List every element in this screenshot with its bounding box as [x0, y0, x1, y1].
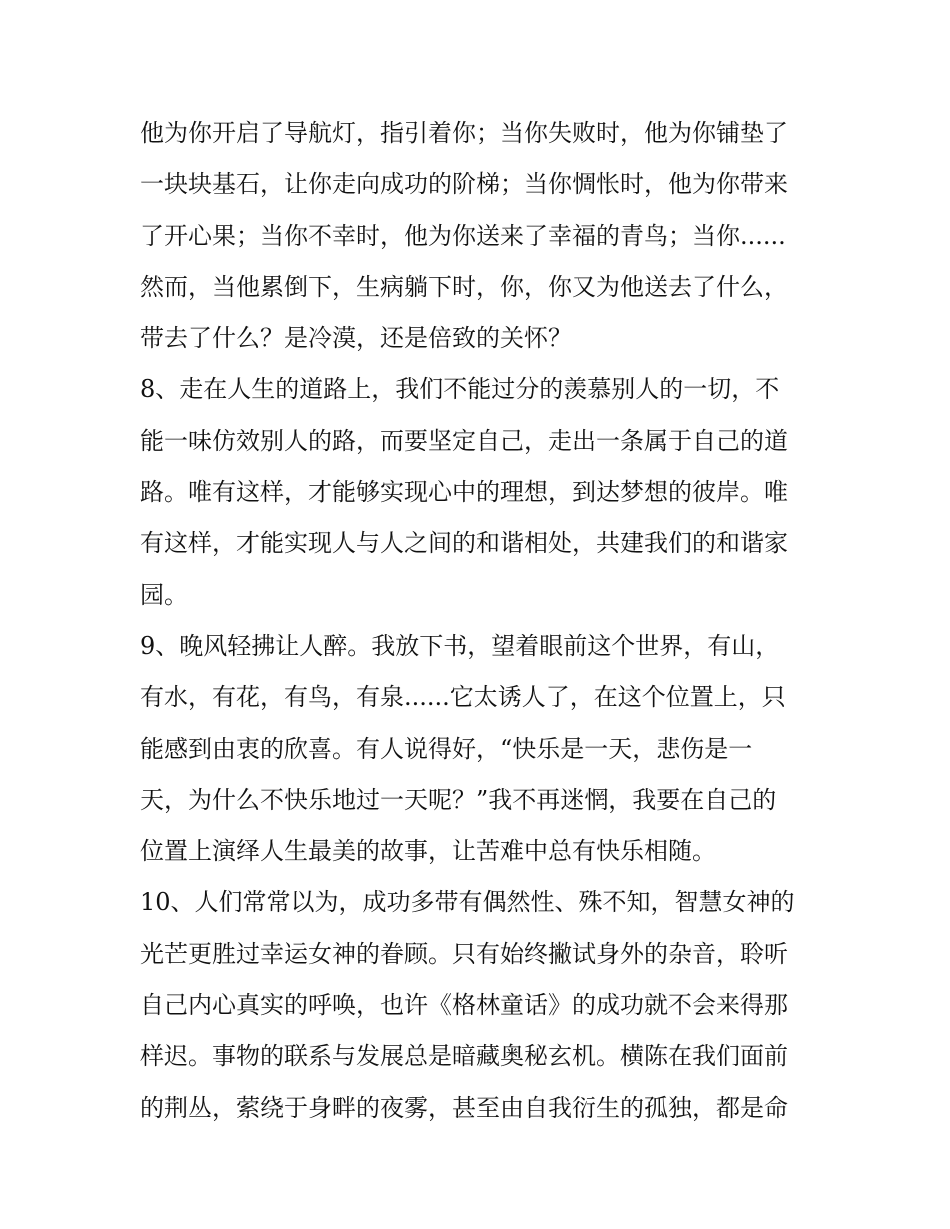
text-line: 带去了什么？是冷漠，还是倍致的关怀？ [140, 324, 572, 353]
text-line: 的荆丛，萦绕于身畔的夜雾，甚至由自我衍生的孤独，都是命 [140, 1093, 788, 1122]
text-line: 样迟。事物的联系与发展总是暗藏奥秘玄机。横陈在我们面前 [140, 1042, 788, 1071]
paragraph-8-start: 8、走在人生的道路上，我们不能过分的羡慕别人的一切，不 [140, 375, 780, 404]
text-line: 自己内心真实的呼唤，也许《格林童话》的成功就不会来得那 [140, 991, 788, 1020]
text-line: 位置上演绎人生最美的故事，让苦难中总有快乐相随。 [140, 837, 716, 866]
paragraph-10-start: 10、人们常常以为，成功多带有偶然性、殊不知，智慧女神的 [140, 888, 795, 917]
text-line: 天，为什么不快乐地过一天呢？”我不再迷惘，我要在自己的 [140, 785, 777, 814]
text-line: 园。 [140, 580, 188, 609]
text-line: 路。唯有这样，才能够实现心中的理想，到达梦想的彼岸。唯 [140, 478, 788, 507]
text-line: 他为你开启了导航灯，指引着你；当你失败时，他为你铺垫了 [140, 119, 788, 147]
text-line: 了开心果；当你不幸时，他为你送来了幸福的青鸟；当你...... [140, 221, 786, 250]
text-line: 能一味仿效别人的路，而要坚定自己，走出一条属于自己的道 [140, 426, 788, 455]
text-line: 一块块基石，让你走向成功的阶梯；当你惆怅时，他为你带来 [140, 170, 788, 199]
paragraph-9-start: 9、晚风轻拂让人醉。我放下书，望着眼前这个世界，有山， [140, 631, 780, 660]
text-line: 有水，有花，有鸟，有泉......它太诱人了，在这个位置上，只 [140, 683, 786, 712]
text-line: 光芒更胜过幸运女神的眷顾。只有始终撇试身外的杂音，聆听 [140, 939, 788, 968]
text-line: 有这样，才能实现人与人之间的和谐相处，共建我们的和谐家 [140, 529, 788, 558]
text-line: 能感到由衷的欣喜。有人说得好，“快乐是一天，悲伤是一 [140, 734, 753, 763]
document-body [140, 108, 820, 1134]
text-line: 然而，当他累倒下，生病躺下时，你，你又为他送去了什么， [140, 272, 788, 301]
